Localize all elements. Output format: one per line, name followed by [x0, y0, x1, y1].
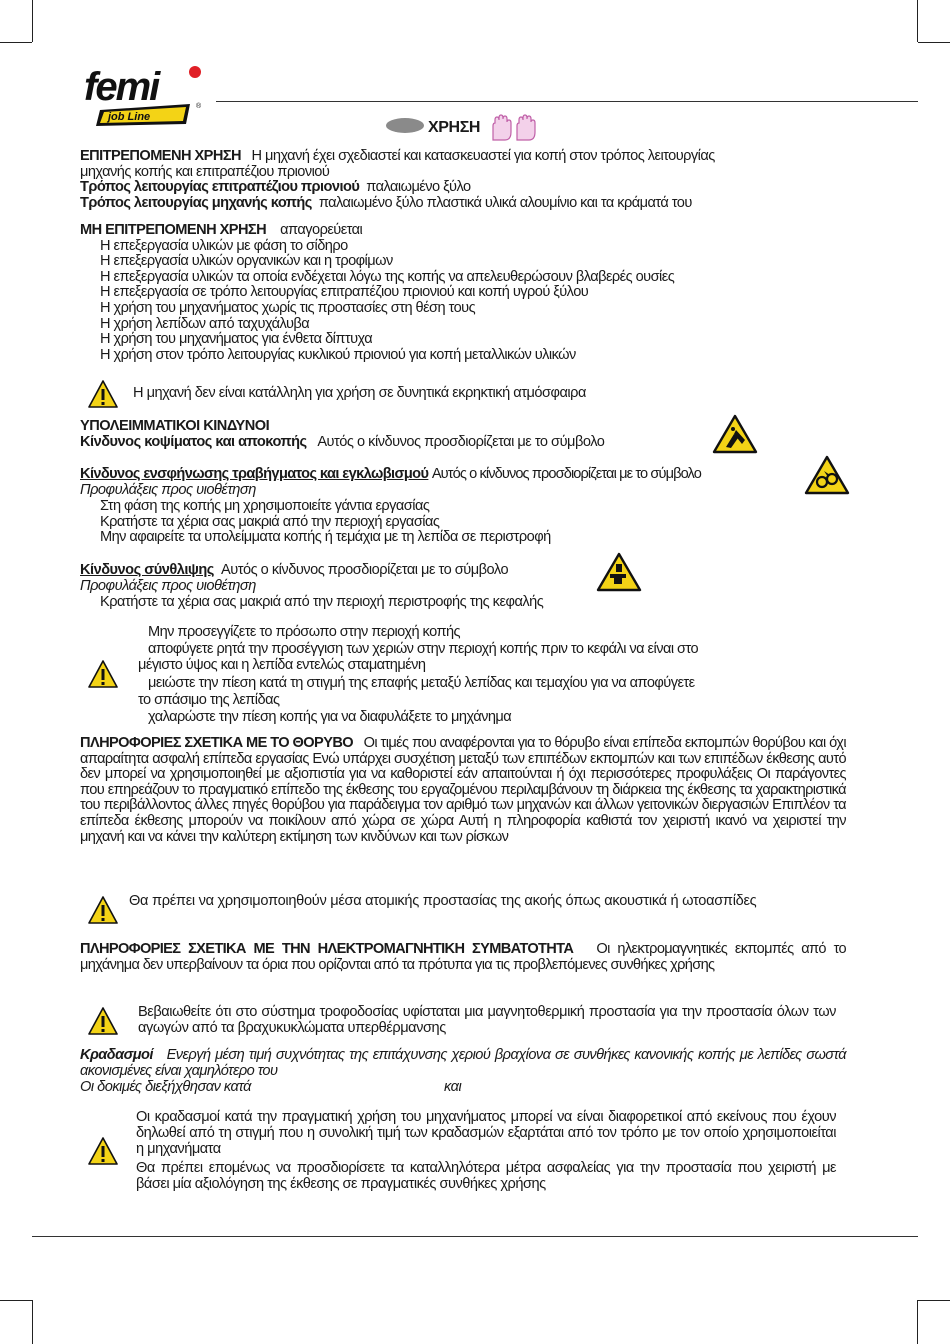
table-saw-mode: Τρόπος λειτουργίας επιτραπέζιου πριονιού — [80, 179, 360, 195]
not-permitted-text: απαγορεύεται — [280, 222, 363, 238]
crop-mark — [32, 1300, 33, 1344]
mitre-materials: παλαιωμένο ξύλο πλαστικά υλικά αλουμίνιο και τα κράματά του — [318, 194, 692, 211]
permitted-text: Η μηχανή έχει σχεδιαστεί και κατασκευαστεί για κοπή στον τρόπος λειτουργίας — [251, 148, 715, 164]
list-item: Η χρήση λεπίδων από ταχυχάλυβα — [100, 315, 310, 332]
list-item: Στη φάση της κοπής μη χρησιμοποιείτε γάντια εργασίας — [100, 498, 430, 514]
page-title: ΧΡΗΣΗ — [428, 119, 481, 136]
cutting-warning-line: το σπάσιμο της λεπίδας — [138, 691, 280, 708]
cutting-warning-line: μειώστε την πίεση κατά τη στιγμή της επαφής μεταξύ λεπίδας και τεμαχίου για να αποφύγετε — [148, 675, 695, 691]
cutting-warning-line: μέγιστο ύψος και η λεπίδα εντελώς σταματημένη — [138, 657, 426, 673]
residual-heading: ΥΠΟΛΕΙΜΜΑΤΙΚΟΙ ΚΙΝΔΥΝΟΙ — [80, 418, 270, 434]
list-item: Η χρήση στον τρόπο λειτουργίας κυκλικού πριονιού για κοπή μεταλλικών υλικών — [100, 346, 576, 363]
warning-icon — [88, 1137, 118, 1165]
crop-mark — [918, 1300, 950, 1301]
warning-icon — [88, 660, 118, 688]
vibration-tests — [80, 1079, 580, 1095]
list-item: Η επεξεργασία υλικών τα οποία ενδέχεται λόγω της κοπής να απελευθερώσουν βλαβερές ουσίες — [100, 268, 675, 285]
entanglement-hazard-icon — [804, 455, 850, 493]
vibration-warning-2: Θα πρέπει επομένως να προσδιορίσετε τα καταλληλότερα μέτρα ασφαλείας για την προστασία που χειριστή με βάσει μία αξιολόγηση της έκθεσης σε πραγματικές συνθήκες χρήσης — [136, 1160, 836, 1192]
warning-icon — [88, 896, 118, 924]
vibration-section — [80, 1048, 846, 1079]
crop-mark — [32, 0, 33, 42]
entangle-risk-heading: Κίνδυνος ενσφήνωσης τραβήγματος και εγκλωβισμού — [80, 466, 429, 482]
list-item: Η επεξεργασία υλικών οργανικών και η τροφίμων — [100, 253, 393, 270]
cut-risk-heading: Κίνδυνος κοψίματος και αποκοπής — [80, 434, 307, 450]
not-permitted-heading: ΜΗ ΕΠΙΤΡΕΠΟΜΕΝΗ ΧΡΗΣΗ — [80, 222, 267, 238]
cutting-warning-line: Μην προσεγγίζετε το πρόσωπο στην περιοχή κοπής — [148, 624, 461, 640]
explosive-warning: Η μηχανή δεν είναι κατάλληλη για χρήση σε δυνητικά εκρηκτική ατμόσφαιρα — [133, 385, 586, 401]
warning-icon — [88, 380, 118, 408]
permitted-heading: ΕΠΙΤΡΕΠΟΜΕΝΗ ΧΡΗΣΗ — [80, 148, 242, 164]
vibration-text: Ενεργή μέση τιμή συχνότητας της επιτάχυνσης χεριού βραχίονα σε συνθήκες κανονικής κοπής με λεπίδες σωστά ακονισμένες είναι χαμηλότερο του — [80, 1047, 846, 1079]
noise-section — [80, 736, 846, 845]
permitted-text-2: μηχανής κοπής και επιτραπέζιου πριονιού — [80, 163, 330, 180]
noise-heading: ΠΛΗΡΟΦΟΡΙΕΣ ΣΧΕΤΙΚΑ ΜΕ ΤΟ ΘΟΡΥΒΟ — [80, 735, 354, 751]
list-item: Η χρήση του μηχανήματος για ένθετα δίπτυχα — [100, 331, 373, 348]
vibration-tests-text: Οι δοκιμές διεξήχθησαν κατά — [80, 1079, 251, 1095]
cut-risk-text: Αυτός ο κίνδυνος προσδιορίζεται με το σύμβολο — [317, 434, 605, 450]
emc-heading: ΠΛΗΡΟΦΟΡΙΕΣ ΣΧΕΤΙΚΑ ΜΕ ΤΗΝ ΗΛΕΚΤΡΟΜΑΓΝΗΤΙΚΗ ΣΥΜΒΑΤΟΤΗΤΑ — [80, 941, 574, 957]
crush-hazard-icon — [596, 552, 642, 590]
cut-hazard-icon — [712, 414, 758, 452]
entangle-risk-text: Αυτός ο κίνδυνος προσδιορίζεται με το σύμβολο — [431, 466, 701, 482]
crush-risk-heading: Κίνδυνος σύνθλιψης — [80, 562, 214, 578]
vibration-tests-and: και — [444, 1079, 462, 1095]
vibration-warning: Οι κραδασμοί κατά την πραγματική χρήση του μηχανήματος μπορεί να είναι διαφορετικοί από εκείνους που έχουν δηλωθεί από τη στιγμή που η συνολική τιμή των κραδασμών εξαρτάται από τον τρόπο με τον οποίο χρησιμοποιείται η μηχανήματα — [136, 1109, 836, 1157]
brand-sub: job Line — [108, 111, 151, 123]
list-item: Κρατήστε τα χέρια σας μακριά από την περιοχή εργασίας — [100, 513, 440, 530]
crop-mark — [917, 1300, 918, 1344]
table-saw-materials: παλαιωμένο ξύλο — [366, 179, 471, 195]
cutting-warning-line: αποφύγετε ρητά την προσέγγιση των χεριών στην περιοχή κοπής πριν το κεφάλι να είναι στο — [148, 640, 699, 657]
noise-text: Οι τιμές που αναφέρονται για το θόρυβο είναι επίπεδα εκπομπών θορύβου και όχι απαραίτητα ασφαλή επίπεδα εργασίας Ενώ υπάρχει συσχέτιση μεταξύ των επιπέδων εκπομπών και των επιπέδων έκθεσης αυτό δεν μπορεί να χρησιμοποιηθεί με αξιοπιστία για να καθοριστεί εάν απαιτούνται ή όχι περισσότερες προφυλάξεις Οι παράγοντες που επηρεάζουν το πραγματικό επίπεδο της έκθεσης του εργαζομένου περιλαμβάνουν τη διάρκεια της έκθεσης τα χαρακτηριστικά του περιβάλλοντος άλλες πηγές θορύβου για παράδειγμα τον αριθμό των μηχανών και άλλων γειτονικών διεργασιών Επιπλέον τα επίπεδα έκθεσης μπορούν να ποικίλουν από χώρα σε χώρα Αυτή η πληροφορία καθιστά τον χειριστή ικανό να χειριστεί την μηχανή και να κάνει την καλύτερη εκτίμηση των κινδύνων και των ρίσκων — [80, 735, 846, 845]
crop-mark — [917, 0, 918, 42]
header-rule — [216, 101, 918, 102]
list-item: Κρατήστε τα χέρια σας μακριά από την περιοχή περιστροφής της κεφαλής — [100, 594, 544, 610]
crop-mark — [0, 1300, 32, 1301]
noise-warning: Θα πρέπει να χρησιμοποιηθούν μέσα ατομικής προστασίας της ακοής όπως ακουστικά ή ωτοασπίδες — [129, 893, 757, 909]
crop-mark — [0, 42, 32, 43]
warning-icon — [88, 1007, 118, 1035]
crush-precautions-label: Προφυλάξεις προς υιοθέτηση — [80, 578, 256, 594]
entangle-precautions-label: Προφυλάξεις προς υιοθέτηση — [80, 482, 256, 498]
brand-name: femi — [84, 65, 159, 109]
list-item: Η επεξεργασία σε τρόπο λειτουργίας επιτραπέζιου πριονιού και κοπή υγρού ξύλου — [100, 284, 589, 301]
footer-rule — [32, 1236, 918, 1237]
emc-text: Οι ηλεκτρομαγνητικές εκπομπές από το μηχάνημα δεν υπερβαίνουν τα όρια που ορίζονται από τα πρότυπα για τις προβλεπόμενες συνθήκες χρήσης — [80, 941, 846, 973]
gloves-icon — [489, 114, 543, 142]
emc-warning: Βεβαιωθείτε ότι στο σύστημα τροφοδοσίας υφίσταται μια μαγνητοθερμική προστασία για την προστασία όλων των αγωγών από τα βραχυκυκλώματα υπερθέρμανσης — [138, 1004, 836, 1036]
list-item: Η επεξεργασία υλικών με φάση το σίδηρο — [100, 237, 348, 254]
vibration-heading: Κραδασμοί — [80, 1047, 153, 1063]
mitre-mode: Τρόπος λειτουργίας μηχανής κοπής — [80, 194, 312, 211]
list-item: Μην αφαιρείτε τα υπολείμματα κοπής ή τεμάχια με τη λεπίδα σε περιστροφή — [100, 529, 551, 546]
crush-risk-text: Αυτός ο κίνδυνος προσδιορίζεται με το σύμβολο — [221, 562, 509, 578]
svg-text:®: ® — [196, 103, 202, 110]
crop-mark — [918, 42, 950, 43]
emc-section — [80, 942, 846, 973]
cutting-warning-line: χαλαρώστε την πίεση κοπής για να διαφυλάξετε το μηχάνημα — [148, 709, 512, 725]
list-item: Η χρήση του μηχανήματος χωρίς τις προστασίες στη θέση τους — [100, 300, 476, 316]
brand-logo — [78, 64, 210, 128]
title-oval — [386, 118, 424, 133]
